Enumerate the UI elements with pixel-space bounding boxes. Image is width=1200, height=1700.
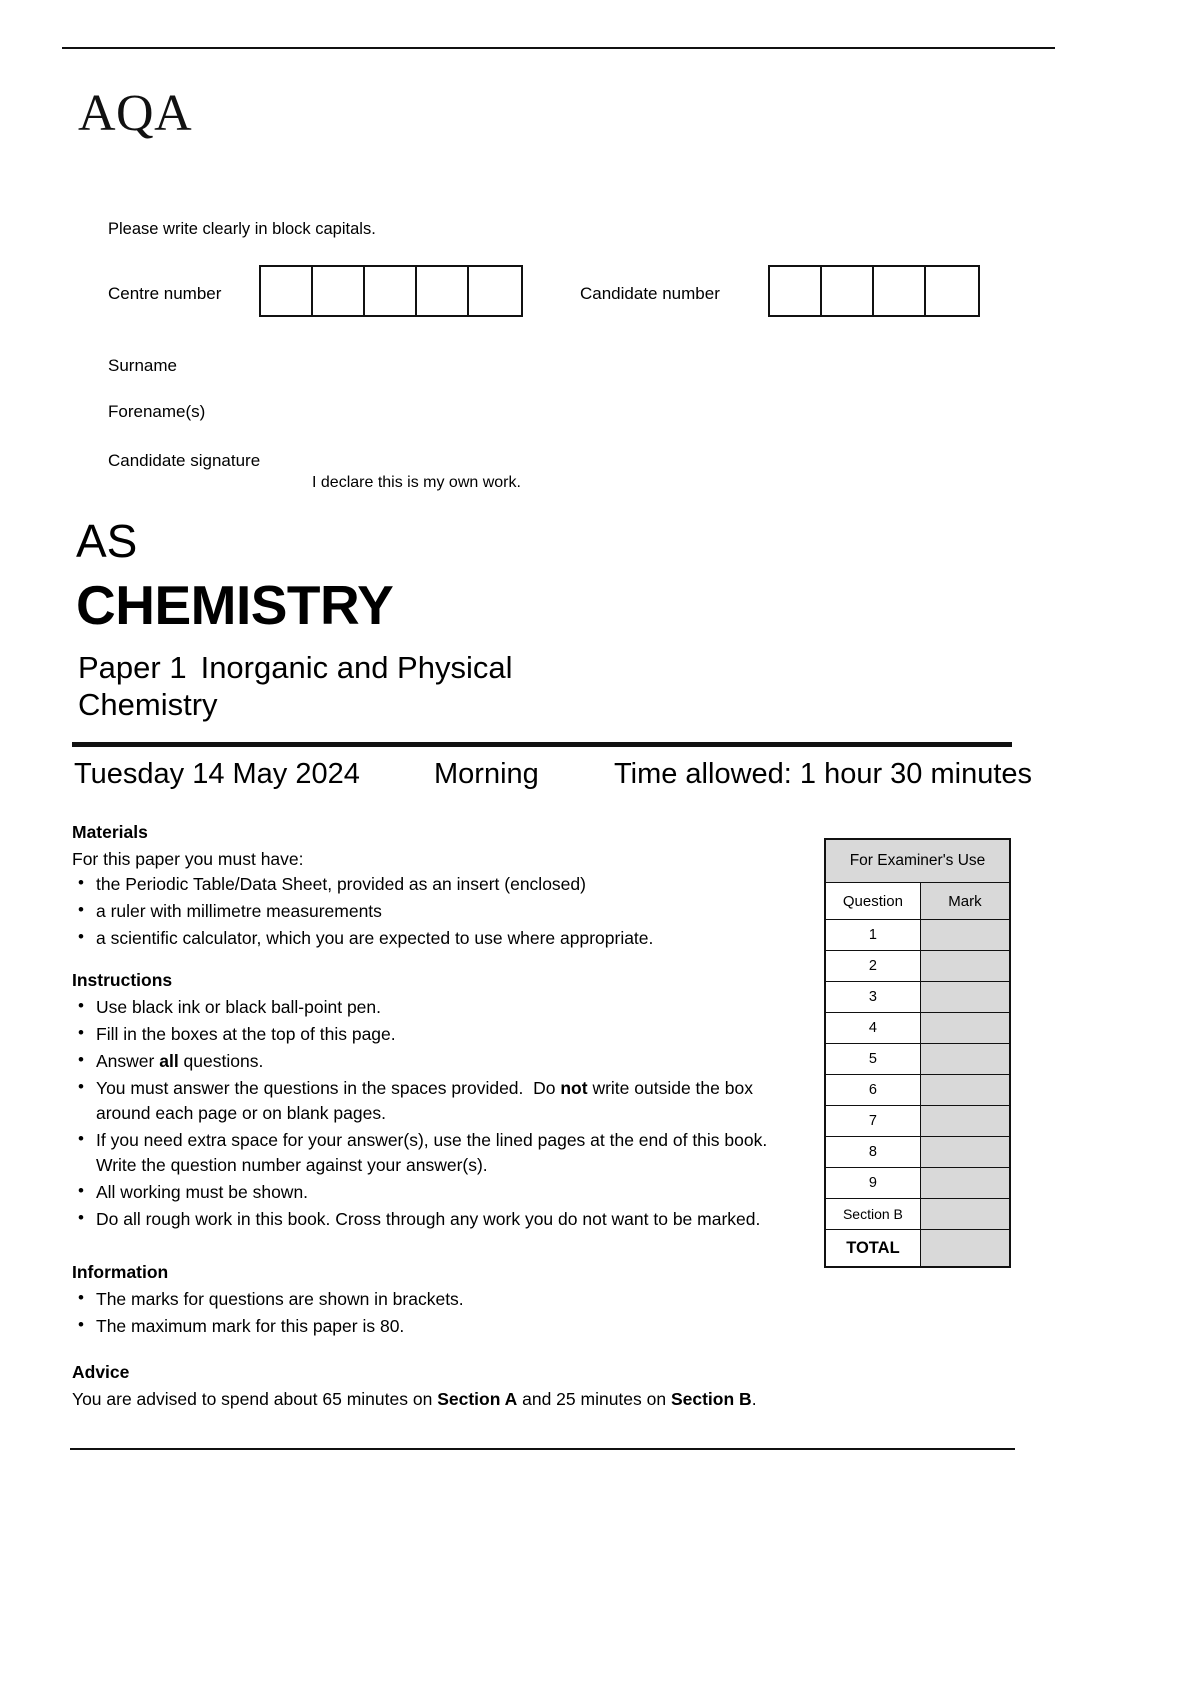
candidate-signature-label: Candidate signature	[108, 451, 261, 470]
exam-date: Tuesday 14 May 2024	[74, 758, 360, 790]
time-allowed: Time allowed: 1 hour 30 minutes	[614, 758, 1033, 790]
centre-number-cell[interactable]	[417, 267, 469, 315]
section-b-label: Section B	[670, 1389, 752, 1410]
centre-number-cell[interactable]	[261, 267, 313, 315]
candidate-number-cell[interactable]	[926, 267, 978, 315]
list-item: • Use black ink or black ball-point pen.	[96, 995, 802, 1020]
exam-schedule	[74, 758, 1084, 791]
centre-number-label: Centre number	[108, 284, 222, 303]
top-divider	[62, 47, 1055, 49]
table-row	[825, 1075, 1010, 1106]
centre-number-cell[interactable]	[469, 267, 521, 315]
advice-heading: Advice	[72, 1362, 130, 1382]
examiner-table-body	[825, 839, 1010, 1267]
question-number: 9	[825, 1168, 920, 1199]
instructions-heading: Instructions	[72, 970, 173, 990]
instruction-text-answer-all: Answer all questions.	[96, 1051, 264, 1072]
table-row	[825, 982, 1010, 1013]
table-row	[825, 1044, 1010, 1075]
centre-number-cell[interactable]	[365, 267, 417, 315]
bottom-divider	[70, 1448, 1015, 1450]
section-a-label: Section A	[437, 1389, 518, 1410]
section-b-row-label: Section B	[825, 1199, 920, 1230]
list-item: • Fill in the boxes at the top of this page.	[96, 1022, 802, 1047]
paper-title-line1: Inorganic and Physical	[200, 650, 513, 685]
candidate-number-input[interactable]	[768, 265, 980, 317]
list-item: • The marks for questions are shown in brackets.	[96, 1287, 802, 1312]
instructions-list	[72, 995, 802, 1232]
paper-number: Paper 1	[78, 650, 187, 685]
candidate-number-cell[interactable]	[874, 267, 926, 315]
table-row	[825, 1230, 1010, 1268]
aqa-logo: AQA	[78, 85, 193, 142]
list-item: • All working must be shown.	[96, 1180, 802, 1205]
question-number: 2	[825, 951, 920, 982]
paper-title-line2: Chemistry	[78, 686, 218, 722]
list-item: • If you need extra space for your answer(s), use the lined pages at the end of this book. Write the question number against your answer(s).	[96, 1128, 802, 1178]
column-header-question: Question	[825, 883, 920, 920]
advice-text-part1: You are advised to spend about 65 minutes on	[72, 1389, 438, 1410]
mark-entry[interactable]	[920, 1013, 1010, 1044]
materials-list	[72, 872, 802, 951]
mark-entry[interactable]	[920, 982, 1010, 1013]
materials-heading: Materials	[72, 822, 148, 842]
mark-entry[interactable]	[920, 951, 1010, 982]
list-item: • Do all rough work in this book. Cross through any work you do not want to be marked.	[96, 1207, 802, 1232]
candidate-number-label: Candidate number	[580, 284, 720, 303]
table-row	[825, 839, 1010, 883]
paper-title	[78, 650, 758, 723]
materials-intro: For this paper you must have:	[72, 849, 304, 870]
centre-number-input[interactable]	[259, 265, 523, 317]
mark-entry[interactable]	[920, 1106, 1010, 1137]
table-row	[825, 1137, 1010, 1168]
qualification-level: AS	[76, 515, 138, 567]
table-row	[825, 1106, 1010, 1137]
question-number: 4	[825, 1013, 920, 1044]
list-item: • a scientific calculator, which you are expected to use where appropriate.	[96, 926, 802, 951]
table-row	[825, 1168, 1010, 1199]
candidate-number-cell[interactable]	[822, 267, 874, 315]
mark-entry[interactable]	[920, 1168, 1010, 1199]
total-mark-entry[interactable]	[920, 1230, 1010, 1268]
information-section	[72, 1260, 802, 1341]
advice-text-part3: .	[751, 1389, 757, 1410]
declaration-text: I declare this is my own work.	[312, 474, 521, 491]
advice-text-part2: and 25 minutes on	[517, 1389, 671, 1410]
list-item	[96, 1049, 802, 1074]
question-number: 3	[825, 982, 920, 1013]
table-row	[825, 1013, 1010, 1044]
mark-entry[interactable]	[920, 1044, 1010, 1075]
mark-entry[interactable]	[920, 1137, 1010, 1168]
candidate-number-cell[interactable]	[770, 267, 822, 315]
forename-label: Forename(s)	[108, 402, 206, 421]
advice-text	[72, 1387, 802, 1412]
instructions-section	[72, 968, 802, 1234]
block-capitals-instruction: Please write clearly in block capitals.	[108, 220, 376, 238]
question-number: 8	[825, 1137, 920, 1168]
subject-title: CHEMISTRY	[76, 574, 394, 636]
information-heading: Information	[72, 1262, 169, 1282]
question-number: 5	[825, 1044, 920, 1075]
table-row	[825, 883, 1010, 920]
question-number: 1	[825, 920, 920, 951]
materials-section	[72, 820, 802, 953]
table-row	[825, 951, 1010, 982]
table-row	[825, 920, 1010, 951]
table-row	[825, 1199, 1010, 1230]
mark-entry[interactable]	[920, 1075, 1010, 1106]
title-divider	[72, 742, 1012, 747]
list-item	[96, 1076, 802, 1126]
advice-section	[72, 1360, 802, 1412]
list-item: • a ruler with millimetre measurements	[96, 899, 802, 924]
question-number: 6	[825, 1075, 920, 1106]
information-list	[72, 1287, 802, 1339]
question-number: 7	[825, 1106, 920, 1137]
centre-number-cell[interactable]	[313, 267, 365, 315]
instruction-text-spaces-provided: You must answer the questions in the spaces provided. Do not write outside the box around each page or on blank pages.	[96, 1078, 753, 1124]
column-header-mark: Mark	[920, 883, 1010, 920]
list-item: • The maximum mark for this paper is 80.	[96, 1314, 802, 1339]
total-label: TOTAL	[825, 1230, 920, 1268]
examiner-use-table	[824, 838, 1011, 1268]
mark-entry[interactable]	[920, 1199, 1010, 1230]
surname-label: Surname	[108, 356, 177, 375]
examiner-table-title: For Examiner's Use	[825, 839, 1010, 883]
mark-entry[interactable]	[920, 920, 1010, 951]
list-item: • the Periodic Table/Data Sheet, provided as an insert (enclosed)	[96, 872, 802, 897]
exam-session: Morning	[434, 758, 539, 790]
